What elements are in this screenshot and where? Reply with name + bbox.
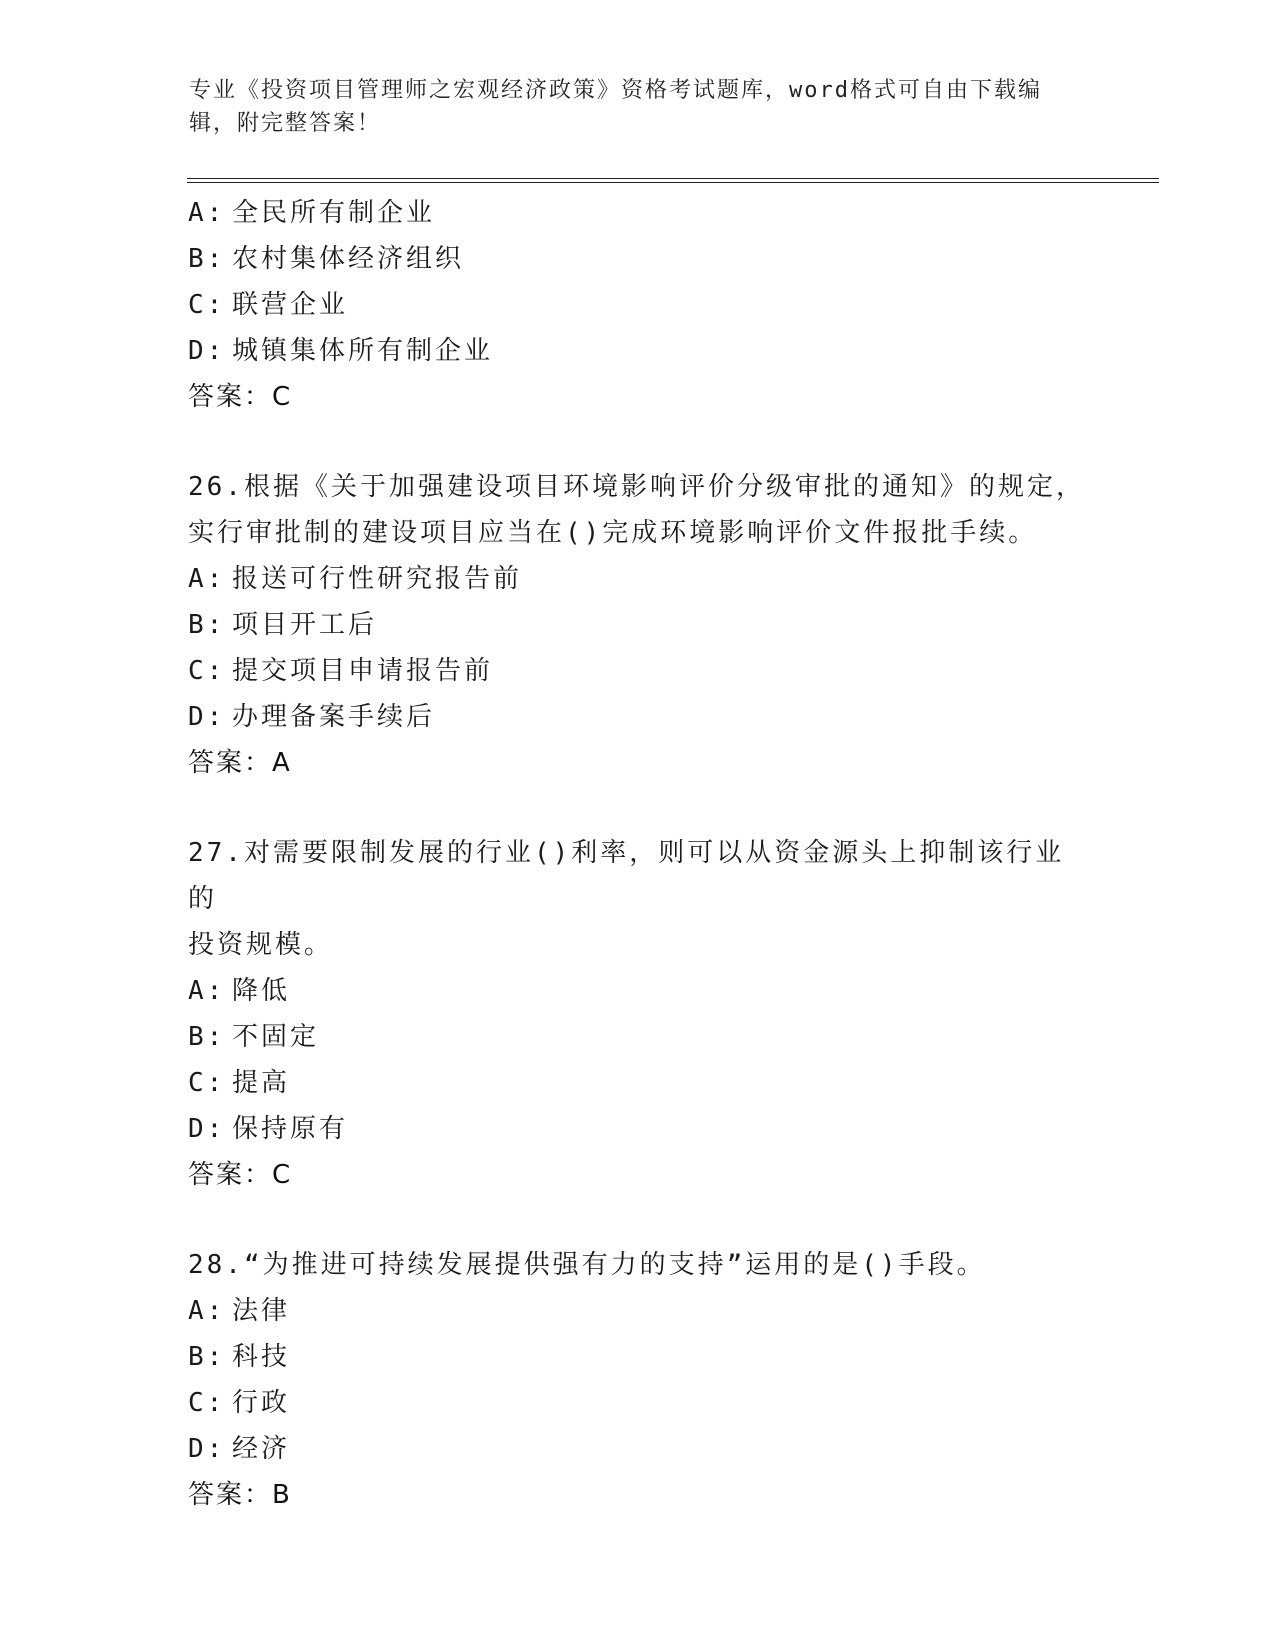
option-letter: A: — [188, 976, 226, 1006]
document-header: 专业《投资项目管理师之宏观经济政策》资格考试题库，word格式可自由下载编辑，附完整答案！ — [189, 78, 1042, 136]
option-text: 经济 — [232, 1434, 291, 1464]
header-divider — [187, 178, 1159, 183]
answer-label: 答案：A — [188, 748, 292, 778]
option-text: 办理备案手续后 — [232, 702, 436, 732]
option-d — [188, 1426, 1148, 1472]
option-text: 降低 — [232, 976, 291, 1006]
question-stem-line: 投资规模。 — [188, 930, 334, 960]
option-letter: A: — [188, 564, 226, 594]
option-text: 全民所有制企业 — [232, 198, 436, 228]
answer-label: 答案：B — [188, 1480, 292, 1510]
option-letter: A: — [188, 1296, 226, 1326]
option-letter: C: — [188, 656, 226, 686]
option-letter: A: — [188, 198, 226, 228]
option-letter: D: — [188, 1434, 226, 1464]
option-d — [188, 694, 1148, 740]
spacer — [188, 1198, 1148, 1242]
question-stem-line: 27.对需要限制发展的行业()利率，则可以从资金源头上抑制该行业的 — [188, 838, 1065, 914]
option-letter: B: — [188, 1022, 226, 1052]
option-c — [188, 648, 1148, 694]
option-a — [188, 190, 1148, 236]
answer-label: 答案：C — [188, 382, 293, 412]
spacer — [188, 786, 1148, 830]
option-text: 保持原有 — [232, 1114, 349, 1144]
option-letter: D: — [188, 1114, 226, 1144]
question-list — [188, 190, 1148, 1518]
option-text: 联营企业 — [232, 290, 349, 320]
question-28 — [188, 1242, 1148, 1518]
option-letter: C: — [188, 1068, 226, 1098]
option-text: 提高 — [232, 1068, 291, 1098]
option-letter: C: — [188, 1388, 226, 1418]
option-a — [188, 556, 1148, 602]
option-b — [188, 236, 1148, 282]
option-c — [188, 1060, 1148, 1106]
option-letter: D: — [188, 702, 226, 732]
option-c — [188, 1380, 1148, 1426]
option-text: 城镇集体所有制企业 — [232, 336, 494, 366]
option-a — [188, 1288, 1148, 1334]
answer-label: 答案：C — [188, 1160, 293, 1190]
option-a — [188, 968, 1148, 1014]
option-letter: B: — [188, 244, 226, 274]
option-b — [188, 1334, 1148, 1380]
option-c — [188, 282, 1148, 328]
question-stem-line: 28.“为推进可持续发展提供强有力的支持”运用的是()手段。 — [188, 1250, 986, 1280]
option-letter: C: — [188, 290, 226, 320]
option-letter: D: — [188, 336, 226, 366]
option-letter: B: — [188, 1342, 226, 1372]
option-letter: B: — [188, 610, 226, 640]
spacer — [188, 420, 1148, 464]
question-27 — [188, 830, 1148, 1198]
option-text: 法律 — [232, 1296, 291, 1326]
option-text: 项目开工后 — [232, 610, 378, 640]
question-25-continuation — [188, 190, 1148, 420]
question-stem-line: 实行审批制的建设项目应当在()完成环境影响评价文件报批手续。 — [188, 518, 1038, 548]
option-text: 提交项目申请报告前 — [232, 656, 494, 686]
option-text: 不固定 — [232, 1022, 320, 1052]
option-b — [188, 602, 1148, 648]
option-d — [188, 328, 1148, 374]
option-d — [188, 1106, 1148, 1152]
option-text: 行政 — [232, 1388, 291, 1418]
option-text: 农村集体经济组织 — [232, 244, 465, 274]
question-26 — [188, 464, 1148, 786]
option-b — [188, 1014, 1148, 1060]
option-text: 报送可行性研究报告前 — [232, 564, 523, 594]
option-text: 科技 — [232, 1342, 291, 1372]
question-stem-line: 26.根据《关于加强建设项目环境影响评价分级审批的通知》的规定， — [188, 472, 1085, 502]
